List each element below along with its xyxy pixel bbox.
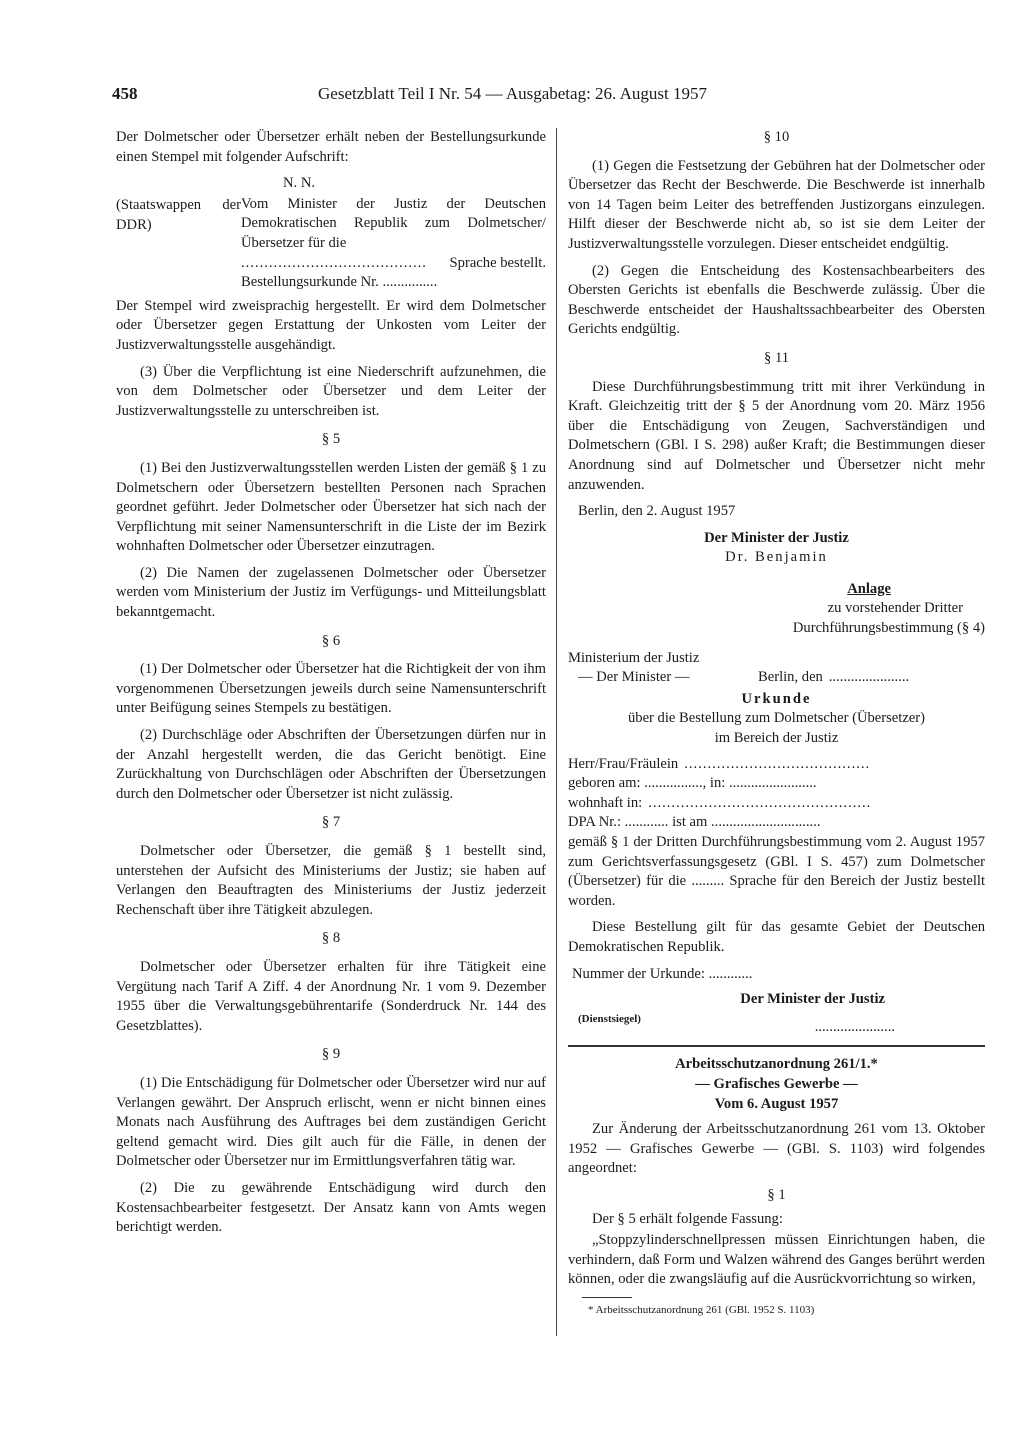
order-date: Vom 6. August 1957: [714, 1095, 839, 1112]
paragraph: Zur Änderung der Arbeitsschutzanordnung 261 vom 13. Oktober 1952 — Grafisches Gewerbe — (GBl. S. 1103) wird folgendes angeordnet:: [568, 1121, 985, 1177]
field-label: Nummer der Urkunde:: [572, 965, 705, 982]
paragraph: (2) Durchschläge oder Abschriften der Übersetzungen dürfen nur in der Anzahl hergestellt werden, die das Gericht benötigt. Eine Zurückhaltung von Durchschlägen oder Abschriften der Übersetzungen durch den Dolmetscher oder Übersetzer ist nicht zulässig.: [116, 727, 546, 802]
paragraph: (1) Die Entschädigung für Dolmetscher oder Übersetzer wird nur auf Verlangen gewährt. Der Anspruch erlischt, wenn er nicht binnen eines Monats nach Ausführung des Auftrages bei dem zuständigen Gericht geltend gemacht wird. Dies gilt auch für die Fälle, in denen der Dolmetscher oder Übersetzer nur im Ermittlungsverfahren tätig war.: [116, 1074, 546, 1170]
left-column: [116, 128, 546, 1245]
field-label: in:: [709, 775, 726, 792]
minister-line: — Der Minister —: [578, 669, 690, 686]
signer-title: Der Minister der Justiz: [704, 529, 849, 546]
field-label: DPA Nr.:: [568, 814, 621, 831]
certificate-subtitle: über die Bestellung zum Dolmetscher (Übersetzer): [627, 710, 926, 727]
paragraph: (1) Gegen die Festsetzung der Gebühren hat der Dolmetscher oder Übersetzer das Recht der Beschwerde. Die Beschwerde ist innerhalb von 14 Tagen beim Leiter des betreffenden Justizorgans einzulegen. Hilft dieser der Beschwerde nicht ab, so ist sie dem Leiter der Justizverwaltungsstelle vorzulegen. Dieser entscheidet endgültig.: [568, 157, 985, 252]
blank-dots: ...............: [382, 274, 438, 291]
field-label: ist am: [672, 814, 708, 831]
column-divider: [556, 128, 557, 1336]
paragraph: Der Stempel wird zweisprachig hergestellt. Er wird dem Dolmetscher oder Übersetzer gegen Erstattung der Unkosten vom Leiter der Justizverwaltungsstelle ausgehändigt.: [116, 297, 546, 353]
form-field-name: [568, 755, 985, 775]
certificate-title: Urkunde: [741, 690, 812, 707]
stamp-language-line: [241, 254, 546, 274]
section-heading: § 1: [767, 1186, 786, 1203]
section-heading: § 11: [764, 349, 789, 366]
paragraph: gemäß § 1 der Dritten Durchführungsbestimmung vom 2. August 1957 zum Gerichtsverfassungsgesetz (GBl. I S. 457) zum Dolmetscher (Übersetzer) für die ......... Sprache für den Bereich der Justiz bestellt worden.: [568, 834, 985, 909]
form-field-birth: [568, 774, 985, 794]
stamp-text-block: [241, 174, 546, 293]
seal-row: [568, 1010, 985, 1038]
order-title: Arbeitsschutzanordnung 261/1.*: [675, 1056, 878, 1073]
paragraph: (1) Bei den Justizverwaltungsstellen werden Listen der gemäß § 1 zu Dolmetschern oder Übersetzern bestellten Personen nach Sprachen geordnet geführt. Jeder Dolmetscher oder Übersetzer hat sich nach der Verpflichtung mit seiner Namensunterschrift in die Liste der im Bezirk wohnhaften Dolmetscher oder Übersetzer einzutragen.: [116, 459, 546, 555]
section-heading: § 10: [763, 129, 790, 145]
field-label: geboren am:: [568, 775, 641, 792]
section-heading: § 9: [321, 1046, 341, 1063]
stamp-number-line: [241, 273, 546, 293]
stamp-line-tail: Sprache bestellt.: [449, 254, 546, 271]
right-column: [568, 128, 985, 1320]
page-number: 458: [112, 84, 138, 103]
paragraph: Dolmetscher oder Übersetzer, die gemäß § 1 bestellt sind, unterstehen der Aufsicht des Ministeriums der Justiz; sie haben auf Verlangen den Beauftragten des Ministeriums der Justiz jederzeit Rechenschaft über ihre Tätigkeit abzulegen.: [116, 843, 546, 918]
footnote: * Arbeitsschutzanordnung 261 (GBl. 1952 S. 1103): [588, 1303, 815, 1316]
stamp-inscription: [116, 174, 546, 293]
paragraph: (2) Die zu gewährende Entschädigung wird durch den Kostensachbearbeiter festgesetzt. Der Ansatz kann von Amts wegen berichtigt werden.: [116, 1179, 546, 1236]
section-heading: § 6: [321, 632, 341, 649]
stamp-name-placeholder: N. N.: [283, 175, 316, 192]
coat-of-arms-label: (Staatswappen der DDR): [116, 197, 241, 233]
blank-dots: ......................: [814, 1018, 895, 1035]
form-field-dpa: [568, 813, 985, 833]
paragraph: (1) Der Dolmetscher oder Übersetzer hat die Richtigkeit der von ihm vorgenommenen Übersetzungen jeweils durch seine Namensunterschrift unter Beifügung seines Stempels zu bestätigen.: [116, 661, 546, 717]
paragraph: Der Dolmetscher oder Übersetzer erhält neben der Bestellungsurkunde einen Stempel mit folgender Aufschrift:: [116, 129, 546, 165]
place-date: Berlin, den 2. August 1957: [578, 503, 736, 520]
blank-dots: ................,: [644, 775, 707, 792]
ministry-name: Ministerium der Justiz: [568, 649, 700, 666]
paragraph: „Stoppzylinderschnellpressen müssen Einrichtungen haben, die verhindern, daß Form und Walzen während des Ganges berührt werden können, oder die zwangsläufig auf die Ausrückvorrichtung so wirken,: [568, 1232, 985, 1288]
paragraph: Diese Bestellung gilt für das gesamte Gebiet der Deutschen Demokratischen Republik.: [568, 919, 985, 955]
blank-dots: ..............................: [711, 814, 821, 831]
seal-label: (Dienstsiegel): [578, 1012, 641, 1025]
page-header: [112, 84, 780, 110]
blank-dots: ............: [708, 965, 753, 982]
blank-dots: ............: [624, 814, 669, 831]
certificate-signer: Der Minister der Justiz: [740, 991, 885, 1008]
paragraph: (2) Die Namen der zugelassenen Dolmetscher oder Übersetzer werden vom Ministerium der Justiz im Verfügungs- und Mitteilungsblatt bekanntgemacht.: [116, 564, 546, 621]
annex-subtitle: Durchführungsbestimmung (§ 4): [792, 620, 985, 637]
blank-dots: ........................................: [684, 755, 871, 772]
form-field-residence: [568, 794, 985, 814]
paragraph: (3) Über die Verpflichtung ist eine Niederschrift aufzunehmen, die von dem Dolmetscher oder Übersetzer und dem Leiter der Justizverwaltungsstelle zu unterschreiben ist.: [116, 363, 546, 419]
paragraph: (2) Gegen die Entscheidung des Kostensachbearbeiters des Obersten Gerichts ist ebenfalls die Beschwerde zulässig. Über die Beschwerde entscheidet der Haushaltssachbearbeiter des Obersten Gerichts endgültig.: [568, 262, 985, 338]
paragraph: Diese Durchführungsbestimmung tritt mit ihrer Verkündung in Kraft. Gleichzeitig tritt der § 5 der Anordnung vom 20. März 1956 über die Entschädigung von Zeugen, Sachverständigen und Dolmetschern (GBl. I S. 298) außer Kraft; die Bestimmungen dieser Anordnung sind auf Dolmetscher und Übersetzer nicht mehr anzuwenden.: [568, 378, 985, 493]
blank-dots: ........................................: [241, 254, 427, 271]
annex-title: Anlage: [847, 580, 891, 597]
stamp-line: Vom Minister der Justiz der Deutschen Demokratischen Republik zum Dolmetscher/Übersetzer für die: [241, 195, 546, 251]
blank-dots: ................................................: [648, 794, 872, 811]
running-title: Gesetzblatt Teil I Nr. 54 — Ausgabetag: 26. August 1957: [318, 84, 707, 103]
blank-dots: ........................: [728, 775, 817, 792]
field-label: Herr/Frau/Fräulein: [568, 755, 679, 772]
blank-dots: ......................: [828, 669, 910, 686]
order-subtitle: — Grafisches Gewerbe —: [695, 1075, 858, 1092]
section-heading: § 8: [321, 930, 341, 947]
section-heading: § 5: [321, 431, 341, 448]
annex-subtitle: zu vorstehender Dritter: [827, 600, 963, 617]
berlin-date-label: Berlin, den: [758, 669, 823, 686]
section-heading: § 7: [321, 814, 341, 831]
field-label: wohnhaft in:: [568, 794, 643, 811]
paragraph: Dolmetscher oder Übersetzer erhalten für ihre Tätigkeit eine Vergütung nach Tarif A Ziff. 4 der Anordnung Nr. 1 vom 9. Dezember 1955 über die Verwaltungsgebührentarife (Sonderdruck Nr. 144 des Gesetzblattes).: [116, 958, 546, 1034]
section-rule: [568, 1045, 985, 1047]
signer-name: Dr. Benjamin: [725, 549, 828, 566]
stamp-line: Bestellungsurkunde Nr.: [241, 274, 379, 291]
paragraph: Der § 5 erhält folgende Fassung:: [592, 1210, 783, 1227]
certificate-number-row: [568, 965, 985, 985]
certificate-subtitle: im Bereich der Justiz: [714, 730, 839, 747]
ministry-date-row: [568, 668, 985, 688]
footnote-rule: [582, 1297, 632, 1298]
